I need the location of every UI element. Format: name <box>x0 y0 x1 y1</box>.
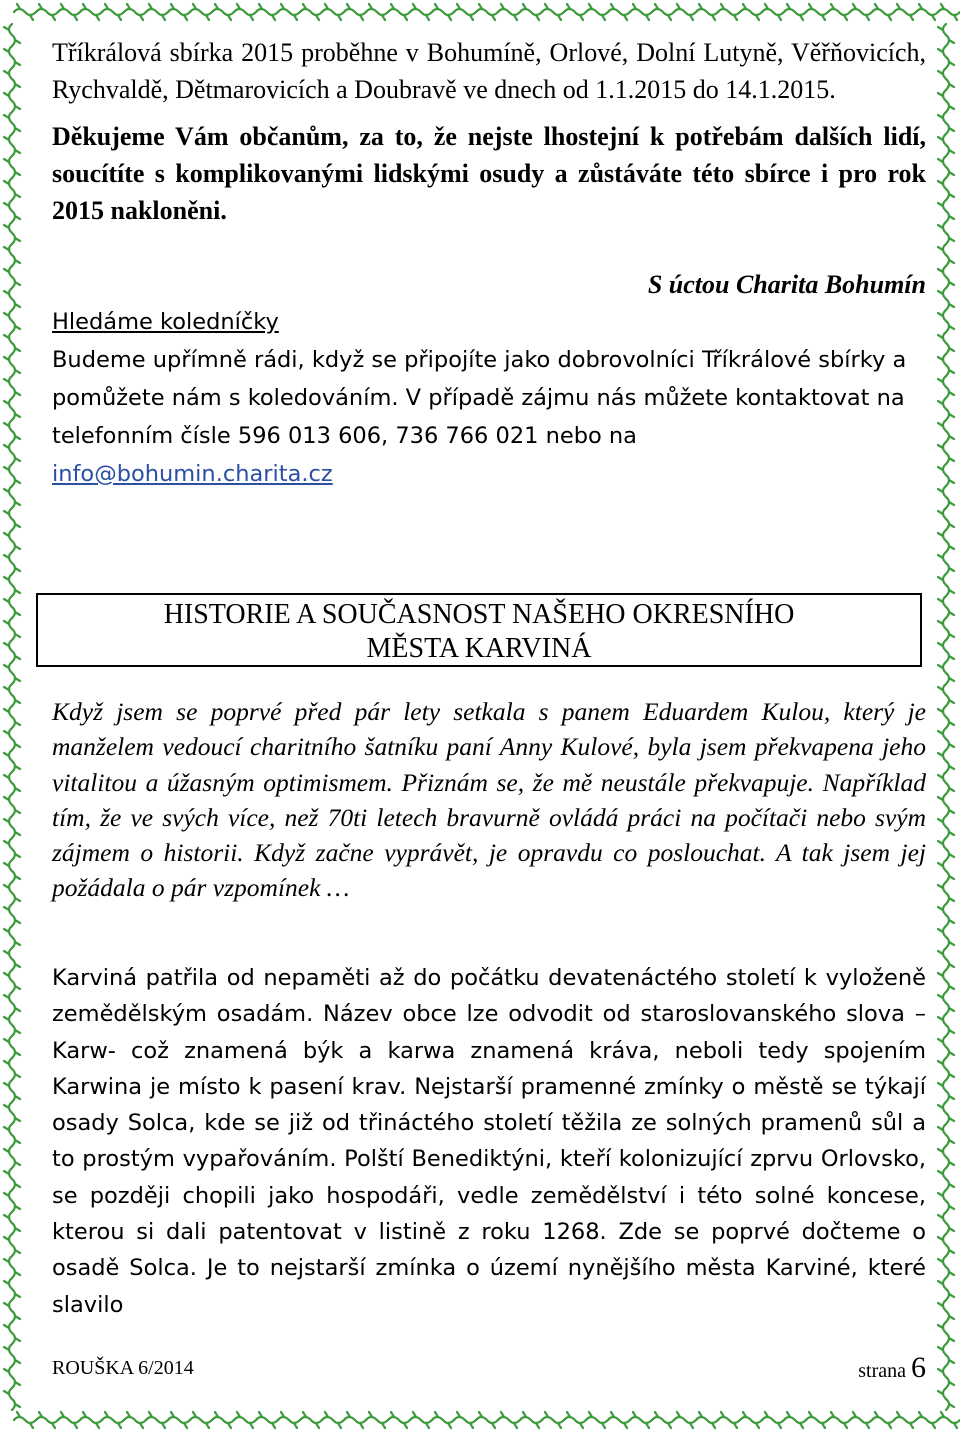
email-link[interactable]: info@bohumin.charita.cz <box>52 461 333 487</box>
page-number: 6 <box>911 1351 926 1384</box>
history-intro: Když jsem se poprvé před pár lety setkala s panem Eduardem Kulou, který je manželem vedoucí charitního šatníku paní Anny Kulové, byla jsem překvapena jeho vitalitou a úžasným optimismem. Přiznám se, že mě neustále překvapuje. Například tím, že ve svých více, než 70ti letech bravurně ovládá práci na počítači nebo svým zájmem o historii. Když začne vyprávět, je opravdu co poslouchat. A tak jsem jej požádala o pár vzpomínek … <box>52 697 926 903</box>
volunteers-heading: Hledáme koledníčky <box>52 309 279 335</box>
signature: S úctou Charita Bohumín <box>647 270 926 299</box>
volunteers-body: Budeme upřímně rádi, když se připojíte jako dobrovolníci Tříkrálové sbírky a pomůžete nám s koledováním. V případě zájmu nás můžete kontaktovat na telefonním čísle 596 013 606, 736 766 021 nebo na <box>52 347 907 449</box>
volunteers-text <box>52 341 926 493</box>
paragraph-collection-info: Tříkrálová sbírka 2015 proběhne v Bohumíně, Orlové, Dolní Lutyně, Věřňovicích, Rychvaldě, Dětmarovicích a Doubravě ve dnech od 1.1.2015 do 14.1.2015. <box>52 38 926 104</box>
history-title-line2: MĚSTA KARVINÁ <box>366 633 592 664</box>
history-title-box <box>36 593 922 667</box>
history-title-line1: HISTORIE A SOUČASNOST NAŠEHO OKRESNÍHO <box>163 599 795 630</box>
paragraph-thanks: Děkujeme Vám občanům, za to, že nejste lhostejní k potřebám dalších lidí, soucítíte s komplikovanými lidskými osudy a zůstáváte této sbírce i pro rok 2015 nakloněni. <box>52 122 926 225</box>
page-number-label <box>858 1351 926 1385</box>
page-content <box>52 34 926 493</box>
issue-label: ROUŠKA 6/2014 <box>52 1357 194 1379</box>
page-label: strana <box>858 1360 906 1382</box>
history-body: Karviná patřila od nepaměti až do počátku devatenáctého století k vyloženě zemědělským osadám. Název obce lze odvodit od staroslovanského slova – Karw- což znamená býk a karwa znamená kráva, neboli tedy spojením Karwina je místo k pasení krav. Nejstarší pramenné zmínky o městě se týkají osady Solca, kde se již od třináctého století těžila ze solných pramenů sůl a to prostým vypařováním. Polští Benediktýni, kteří kolonizující zprvu Orlovsko, se později chopili jako hospodáři, vedle zemědělství i této solné koncese, kterou si dali patentovat v listině z roku 1268. Zde se poprvé dočteme o osadě Solca. Je to nejstarší zmínka o území nynějšího města Karviné, které slavilo <box>52 965 926 1318</box>
